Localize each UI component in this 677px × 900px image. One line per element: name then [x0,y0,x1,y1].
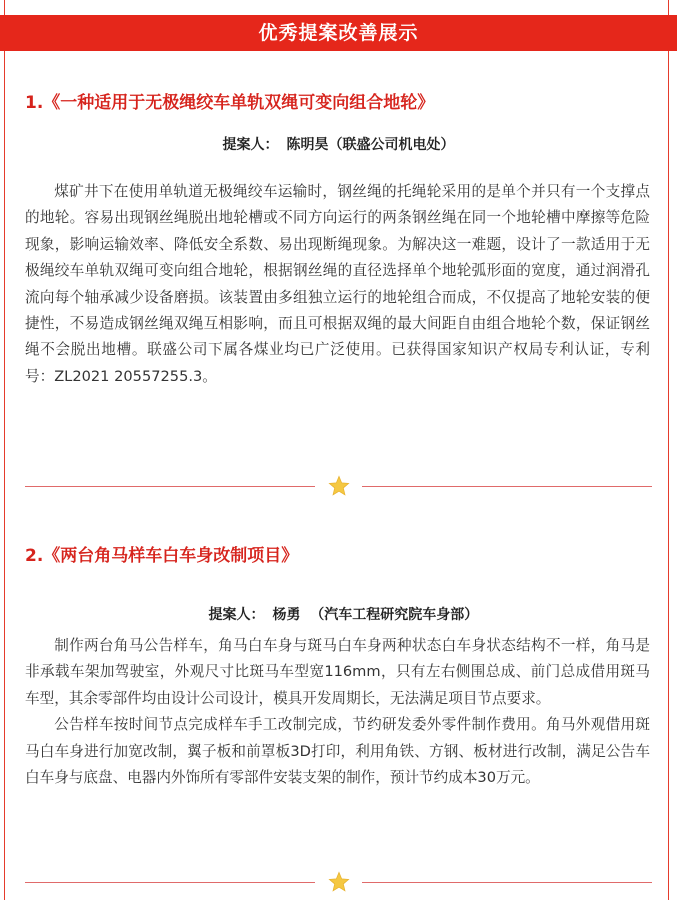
proposer-label: 提案人： [208,607,265,623]
proposer-label: 提案人： [222,137,279,153]
banner-title: 优秀提案改善展示 [258,22,419,44]
section-1-title: 1.《一种适用于无极绳绞车单轨双绳可变向组合地轮》 [25,93,435,113]
section-2-title: 2.《两台角马样车白车身改制项目》 [25,546,299,566]
paragraph: 制作两台角马公告样车，角马白车身与斑马白车身两种状态白车身状态结构不一样，角马是非承载车架加驾驶室，外观尺寸比斑马车型宽116mm，只有左右侧围总成、前门总成借用斑马车型，其余零部件均由设计公司设计，模具开发周期长，无法满足项目节点要求。 [25,637,650,707]
section-divider [25,477,652,497]
divider-line [25,882,315,883]
paragraph: 公告样车按时间节点完成样车手工改制完成，节约研发委外零件制作费用。角马外观借用斑马白车身进行加宽改制，翼子板和前罩板3D打印，利用角铁、方钢、板材进行改制，满足公告车白车身与底盘、电器内外饰所有零部件安装支架的制作，预计节约成本30万元。 [25,716,650,787]
divider-line [25,486,315,487]
section-1-proposer [0,134,677,154]
divider-line [362,882,652,883]
page-banner [0,15,677,51]
section-1-body [25,179,650,390]
proposer-name: 陈明昊（联盛公司机电处） [286,137,455,153]
paragraph: 煤矿井下在使用单轨道无极绳绞车运输时，钢丝绳的托绳轮采用的是单个并只有一个支撑点的地轮。容易出现钢丝绳脱出地轮槽或不同方向运行的两条钢丝绳在同一个地轮槽中摩擦等危险现象，影响运输效率、降低安全系数、易出现断绳现象。为解决这一难题，设计了一款适用于无极绳绞车单轨双绳可变向组合地轮，根据钢丝绳的直径选择单个地轮弧形面的宽度，通过润滑孔流向每个轴承减少设备磨损。该装置由多组独立运行的地轮组合而成，不仅提高了地轮安装的便捷性，不易造成钢丝绳双绳互相影响，而且可根据双绳的最大间距自由组合地轮个数，保证钢丝绳不会脱出地槽。联盛公司下属各煤业均已广泛使用。已获得国家知识产权局专利认证，专利号：ZL2021 20557255.3。 [25,183,650,385]
divider-line [362,486,652,487]
section-2-body [25,633,650,791]
section-divider [25,873,652,893]
proposer-name: 杨勇 （汽车工程研究院车身部） [272,607,479,623]
section-2-proposer [0,588,677,624]
star-icon [328,871,350,893]
star-icon [328,475,350,497]
